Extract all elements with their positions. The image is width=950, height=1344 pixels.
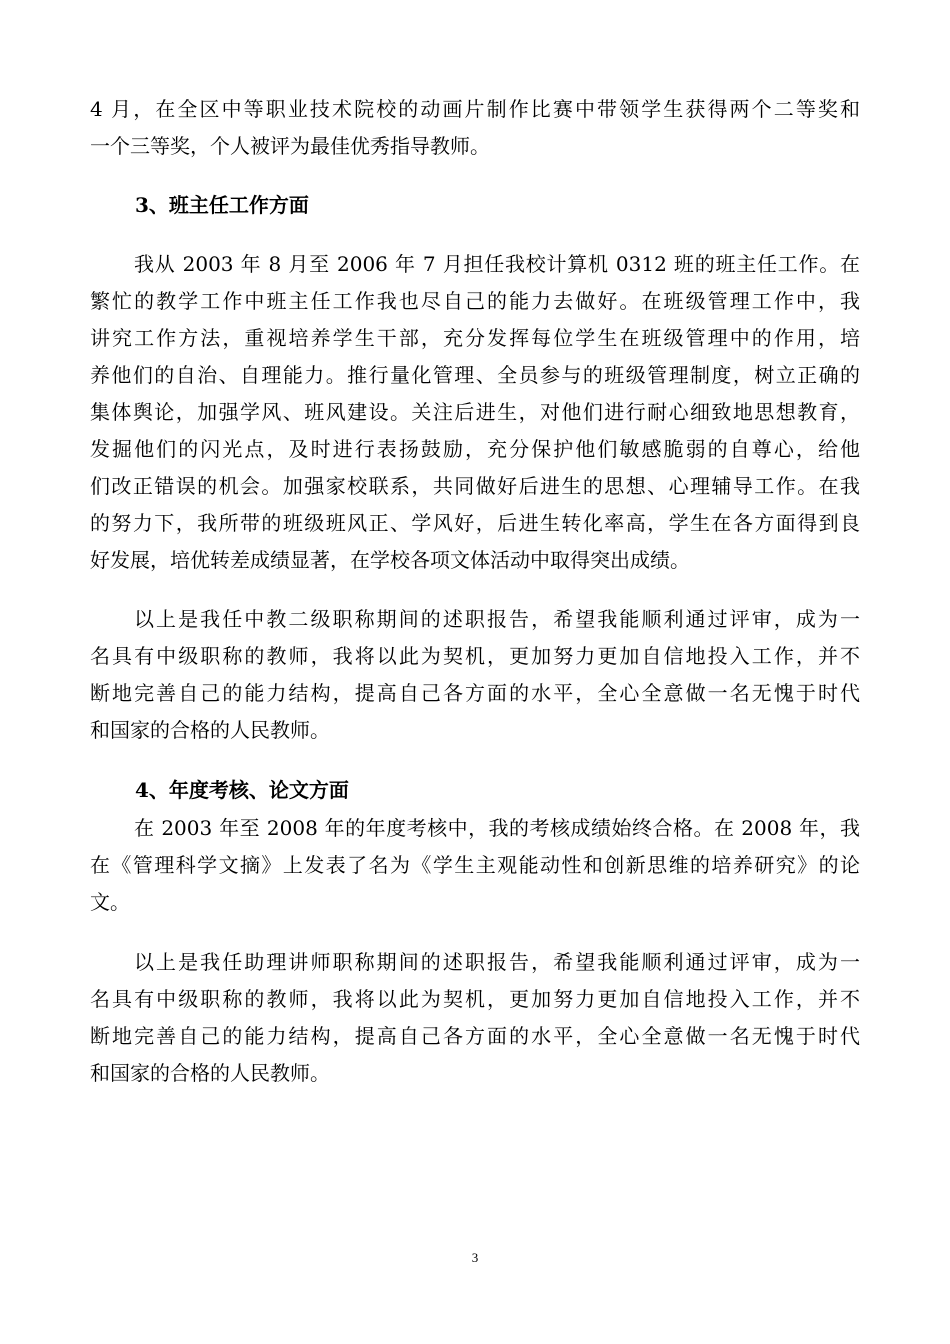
section-heading-3: 3、班主任工作方面 [135, 193, 309, 217]
paragraph-line: 在《管理科学文摘》上发表了名为《学生主观能动性和创新思维的培养研究》的论 [90, 853, 860, 877]
paragraph-line: 繁忙的教学工作中班主任工作我也尽自己的能力去做好。在班级管理工作中，我 [90, 289, 860, 313]
paragraph-line: 讲究工作方法，重视培养学生干部，充分发挥每位学生在班级管理中的作用，培 [90, 326, 860, 350]
paragraph-line: 我从 2003 年 8 月至 2006 年 7 月担任我校计算机 0312 班的班主任工作。在 [134, 252, 860, 276]
paragraph-line: 名具有中级职称的教师，我将以此为契机，更加努力更加自信地投入工作，并不 [90, 644, 860, 668]
intro-paragraph [90, 91, 860, 165]
paragraph-line: 断地完善自己的能力结构，提高自己各方面的水平，全心全意做一名无愧于时代 [90, 681, 860, 705]
paragraph-line: 集体舆论，加强学风、班风建设。关注后进生，对他们进行耐心细致地思想教育， [90, 400, 860, 424]
paragraph-line: 文。 [90, 890, 130, 914]
paragraph-line: 一个三等奖，个人被评为最佳优秀指导教师。 [90, 134, 490, 158]
conclusion-paragraph-2 [90, 944, 860, 1092]
section3-paragraph [90, 246, 860, 579]
paragraph-line: 在 2003 年至 2008 年的年度考核中，我的考核成绩始终合格。在 2008 年，我 [134, 816, 860, 840]
paragraph-line: 发掘他们的闪光点，及时进行表扬鼓励，充分保护他们敏感脆弱的自尊心，给他 [90, 437, 860, 461]
paragraph-line: 断地完善自己的能力结构，提高自己各方面的水平，全心全意做一名无愧于时代 [90, 1024, 860, 1048]
paragraph-line: 和国家的合格的人民教师。 [90, 1061, 330, 1085]
paragraph-line: 的努力下，我所带的班级班风正、学风好，后进生转化率高，学生在各方面得到良 [90, 511, 860, 535]
paragraph-line: 和国家的合格的人民教师。 [90, 718, 330, 742]
paragraph-line: 以上是我任中教二级职称期间的述职报告，希望我能顺利通过评审，成为一 [134, 607, 860, 631]
paragraph-line: 以上是我任助理讲师职称期间的述职报告，希望我能顺利通过评审，成为一 [134, 950, 860, 974]
page-number: 3 [471, 1250, 479, 1265]
paragraph-line: 4 月，在全区中等职业技术院校的动画片制作比赛中带领学生获得两个二等奖和 [90, 97, 860, 121]
conclusion-paragraph-1 [90, 601, 860, 749]
paragraph-line: 养他们的自治、自理能力。推行量化管理、全员参与的班级管理制度，树立正确的 [90, 363, 860, 387]
section-heading-4: 4、年度考核、论文方面 [135, 778, 349, 802]
paragraph-line: 好发展，培优转差成绩显著，在学校各项文体活动中取得突出成绩。 [90, 548, 690, 572]
section4-paragraph [90, 810, 860, 921]
paragraph-line: 名具有中级职称的教师，我将以此为契机，更加努力更加自信地投入工作，并不 [90, 987, 860, 1011]
paragraph-line: 们改正错误的机会。加强家校联系，共同做好后进生的思想、心理辅导工作。在我 [90, 474, 860, 498]
